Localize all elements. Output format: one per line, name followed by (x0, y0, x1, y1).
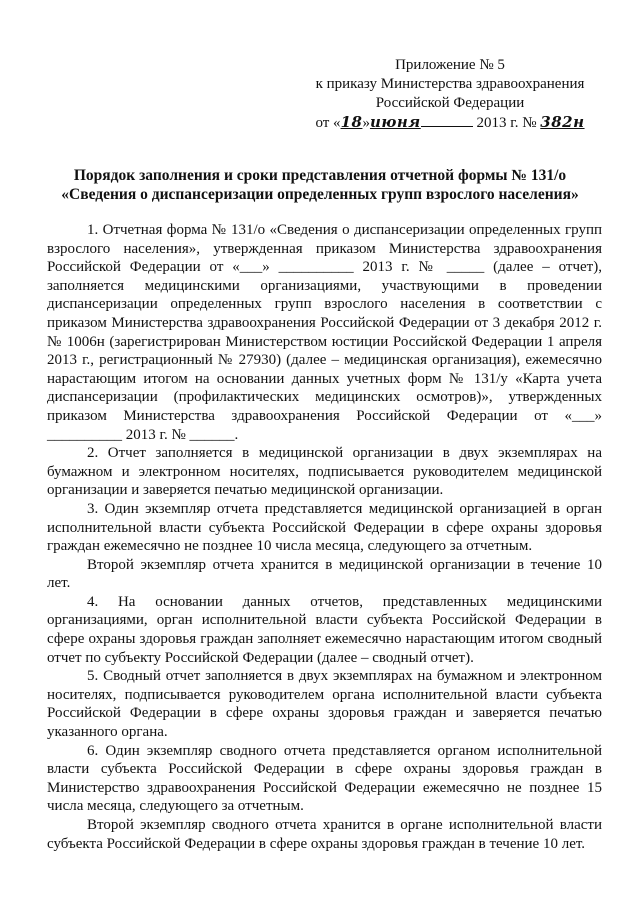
paragraph-5: 5. Сводный отчет заполняется в двух экземплярах на бумажном и электронном носителях, подписывается руководителем органа исполнительной власти субъекта Российской Федерации в сфере охраны здоровья граждан и заверяется печатью указанного органа. (47, 668, 602, 741)
appendix-date-line (300, 113, 600, 133)
handwritten-day: 18 (340, 113, 363, 131)
paragraph-6: 6. Один экземпляр сводного отчета представляется органом исполнительной власти субъекта Российской Федерации в сфере охраны здоровья граждан в Министерство здравоохранения Российской Федерации ежемесячно не позднее 15 числа месяца, следующего за отчетным. (47, 742, 602, 815)
paragraph-3-storage: Второй экземпляр отчета хранится в медицинской организации в течение 10 лет. (47, 556, 602, 592)
date-separator: » (362, 115, 370, 131)
date-blank-line (421, 126, 473, 127)
date-prefix: от « (315, 115, 341, 131)
document-body (47, 221, 602, 853)
appendix-number: Приложение № 5 (395, 57, 505, 73)
appendix-federation: Российской Федерации (375, 95, 525, 111)
paragraph-2: 2. Отчет заполняется в медицинской организации в двух экземплярах на бумажном и электронном носителях, подписывается руководителем медицинской организации и заверяется печатью медицинской организации. (47, 445, 602, 499)
appendix-order-ref: к приказу Министерства здравоохранения (315, 76, 585, 92)
handwritten-order-number: 382н (540, 113, 585, 131)
title-line-1: Порядок заполнения и сроки представления отчетной формы № 131/о (73, 167, 567, 184)
handwritten-month: июня (369, 113, 421, 131)
paragraph-4: 4. На основании данных отчетов, представленных медицинскими организациями, орган исполнительной власти субъекта Российской Федерации в сфере охраны здоровья граждан заполняет ежемесячно нарастающим итогом сводный отчет по субъекту Российской Федерации (далее – сводный отчет). (47, 593, 602, 666)
paragraph-1: 1. Отчетная форма № 131/о «Сведения о диспансеризации определенных групп взрослого населения», утвержденная приказом Министерства здравоохранения Российской Федерации от «___» __________ 2013 г. № _____ (далее – отчет), заполняется медицинскими организациями, участвующими в проведении диспансеризации определенных групп взрослого населения в соответствии с приказом Министерства здравоохранения Российской Федерации от 3 декабря 2012 г. № 1006н (зарегистрирован Министерством юстиции Российской Федерации 1 апреля 2013 г., регистрационный № 27930) (далее – медицинская организация), ежемесячно нарастающим итогом на основании данных учетных форм № 131/у «Карта учета диспансеризации (профилактических медицинских осмотров)», утвержденных приказом Министерства здравоохранения Российской Федерации от «___» __________ 2013 г. № ______. (47, 222, 602, 443)
title-line-2: «Сведения о диспансеризации определенных групп взрослого населения» (61, 186, 579, 203)
document-title (40, 166, 600, 204)
appendix-header (300, 56, 600, 133)
paragraph-6-storage: Второй экземпляр сводного отчета хранится в органе исполнительной власти субъекта Российской Федерации в сфере охраны здоровья граждан в течение 10 лет. (47, 817, 602, 852)
paragraph-3: 3. Один экземпляр отчета представляется медицинской организацией в орган исполнительной власти субъекта Российской Федерации в сфере охраны здоровья граждан ежемесячно не позднее 10 числа месяца, следующего за отчетным. (47, 500, 602, 555)
date-year: 2013 г. № (476, 115, 537, 131)
